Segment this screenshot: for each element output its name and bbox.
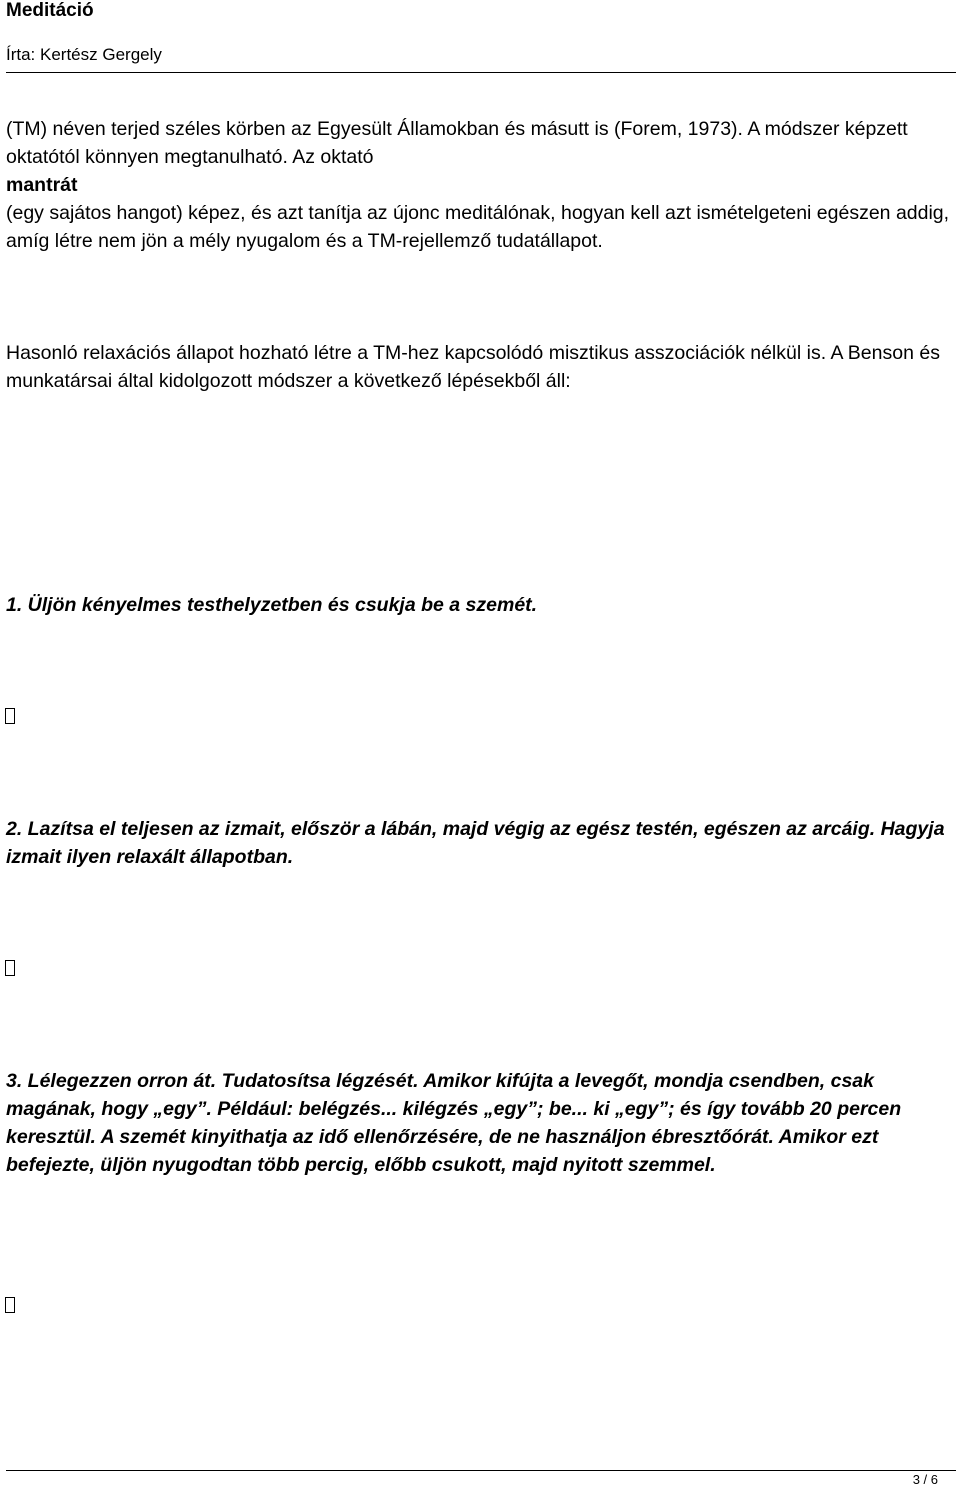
missing-glyph-icon: [5, 1297, 15, 1313]
paragraph-text: (TM) néven terjed széles körben az Egyesült Államokban és másutt is (Forem, 1973). A módszer képzett oktatótól könnyen megtanulható. Az oktató: [6, 118, 908, 168]
missing-glyph-icon: [5, 708, 15, 724]
emphasized-term: mantrát: [6, 174, 78, 196]
page-number: 3 / 6: [912, 1472, 938, 1487]
paragraph-tm-method: [6, 115, 954, 255]
document-author: Írta: Kertész Gergely: [6, 45, 162, 64]
missing-glyph-icon: [5, 960, 15, 976]
footer-divider: [6, 1470, 956, 1471]
step-3: 3. Lélegezzen orron át. Tudatosítsa légzését. Amikor kifújta a levegőt, mondja csendben, csak magának, hogy „egy”. Például: belégzés... kilégzés „egy”; be... ki „egy”; és így tovább 20 percen keresztül. A szemét kinyithatja az idő ellenőrzésére, de ne használjon ébresztőórát. Amikor ezt befejezte, üljön nyugodtan több percig, előbb csukott, majd nyitott szemmel.: [6, 1070, 902, 1176]
document-title: Meditáció: [6, 0, 94, 21]
paragraph-benson-method: Hasonló relaxációs állapot hozható létre a TM-hez kapcsolódó misztikus asszociációk nélkül is. A Benson és munkatársai által kidolgozott módszer a következő lépésekből áll:: [6, 342, 940, 392]
step-1: 1. Üljön kényelmes testhelyzetben és csukja be a szemét.: [6, 594, 538, 616]
step-2: 2. Lazítsa el teljesen az izmait, először a lábán, majd végig az egész testén, egészen az arcáig. Hagyja izmait ilyen relaxált állapotban.: [6, 818, 945, 868]
header-divider: [6, 72, 956, 73]
paragraph-text: (egy sajátos hangot) képez, és azt tanítja az újonc meditálónak, hogyan kell azt ismételgeteni egészen addig, amíg létre nem jön a mély nyugalom és a TM-rejellemző tudatállapot.: [6, 202, 950, 252]
